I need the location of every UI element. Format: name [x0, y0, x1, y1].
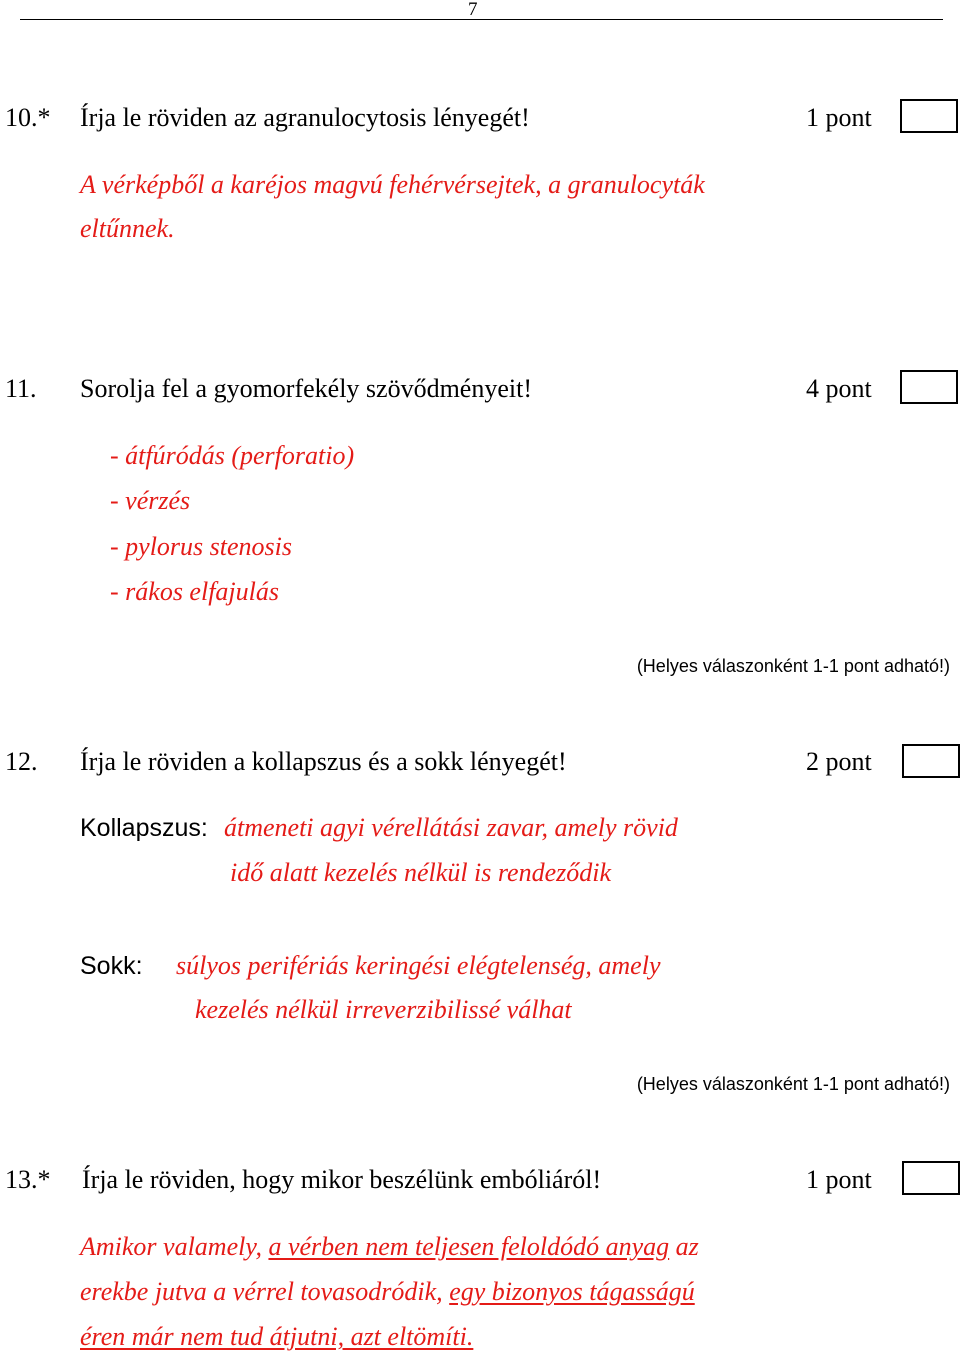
q11-item-2: - vérzés — [110, 486, 191, 515]
q12-kollapszus-label: Kollapszus: — [80, 814, 208, 842]
q10-answer-line-1: A vérképből a karéjos magvú fehérvérsejtek, a granulocyták — [80, 170, 705, 199]
q12-sokk-line-1: súlyos perifériás keringési elégtelenség, amely — [176, 951, 661, 980]
q13-answer-1c: az — [669, 1232, 699, 1261]
q12-kollapszus-line-1: átmeneti agyi vérellátási zavar, amely rövid — [224, 813, 678, 842]
q11-item-1: - átfúródás (perforatio) — [110, 441, 355, 470]
q12-scoring-note: (Helyes válaszonként 1-1 pont adható!) — [636, 1074, 950, 1094]
q11-scoring-note: (Helyes válaszonként 1-1 pont adható!) — [636, 656, 950, 676]
q13-answer-2b-underlined: egy bizonyos tágasságú — [449, 1277, 695, 1306]
q13-question: Írja le röviden, hogy mikor beszélünk embóliáról! — [82, 1165, 602, 1194]
q12-number: 12. — [5, 747, 38, 776]
q12-sokk-line-2: kezelés nélkül irreverzibilissé válhat — [195, 995, 572, 1024]
q11-question: Sorolja fel a gyomorfekély szövődményeit! — [80, 374, 532, 403]
q12-points: 2 pont — [806, 747, 872, 776]
q13-answer-1a: Amikor valamely, — [80, 1232, 269, 1261]
header-rule — [20, 19, 943, 20]
q10-question: Írja le röviden az agranulocytosis lényegét! — [80, 103, 530, 132]
q10-answer-line-2: eltűnnek. — [80, 214, 175, 243]
q10-score-box[interactable] — [900, 99, 958, 133]
q13-points: 1 pont — [806, 1165, 872, 1194]
q13-answer-2a: erekbe jutva a vérrel tovasodródik, — [80, 1277, 450, 1306]
q11-item-3: - pylorus stenosis — [110, 532, 292, 561]
q12-kollapszus-line-2: idő alatt kezelés nélkül is rendeződik — [230, 858, 611, 887]
q13-answer-1b-underlined: a vérben nem teljesen feloldódó anyag — [268, 1232, 670, 1261]
q13-number: 13.* — [5, 1165, 51, 1194]
q12-sokk-label: Sokk: — [80, 952, 143, 980]
q10-points: 1 pont — [806, 103, 872, 132]
q11-points: 4 pont — [806, 374, 872, 403]
page-number: 7 — [468, 0, 478, 20]
q13-answer-line-2 — [80, 1277, 695, 1307]
q12-score-box[interactable] — [902, 744, 960, 778]
q13-answer-line-3: éren már nem tud átjutni, azt eltömíti. — [80, 1322, 474, 1351]
q11-score-box[interactable] — [900, 370, 958, 404]
q11-item-4: - rákos elfajulás — [110, 577, 279, 606]
q13-score-box[interactable] — [902, 1161, 960, 1195]
q12-question: Írja le röviden a kollapszus és a sokk lényegét! — [80, 747, 567, 776]
q13-answer-line-1 — [80, 1232, 699, 1262]
q11-number: 11. — [5, 374, 37, 403]
q10-number: 10.* — [5, 103, 51, 132]
